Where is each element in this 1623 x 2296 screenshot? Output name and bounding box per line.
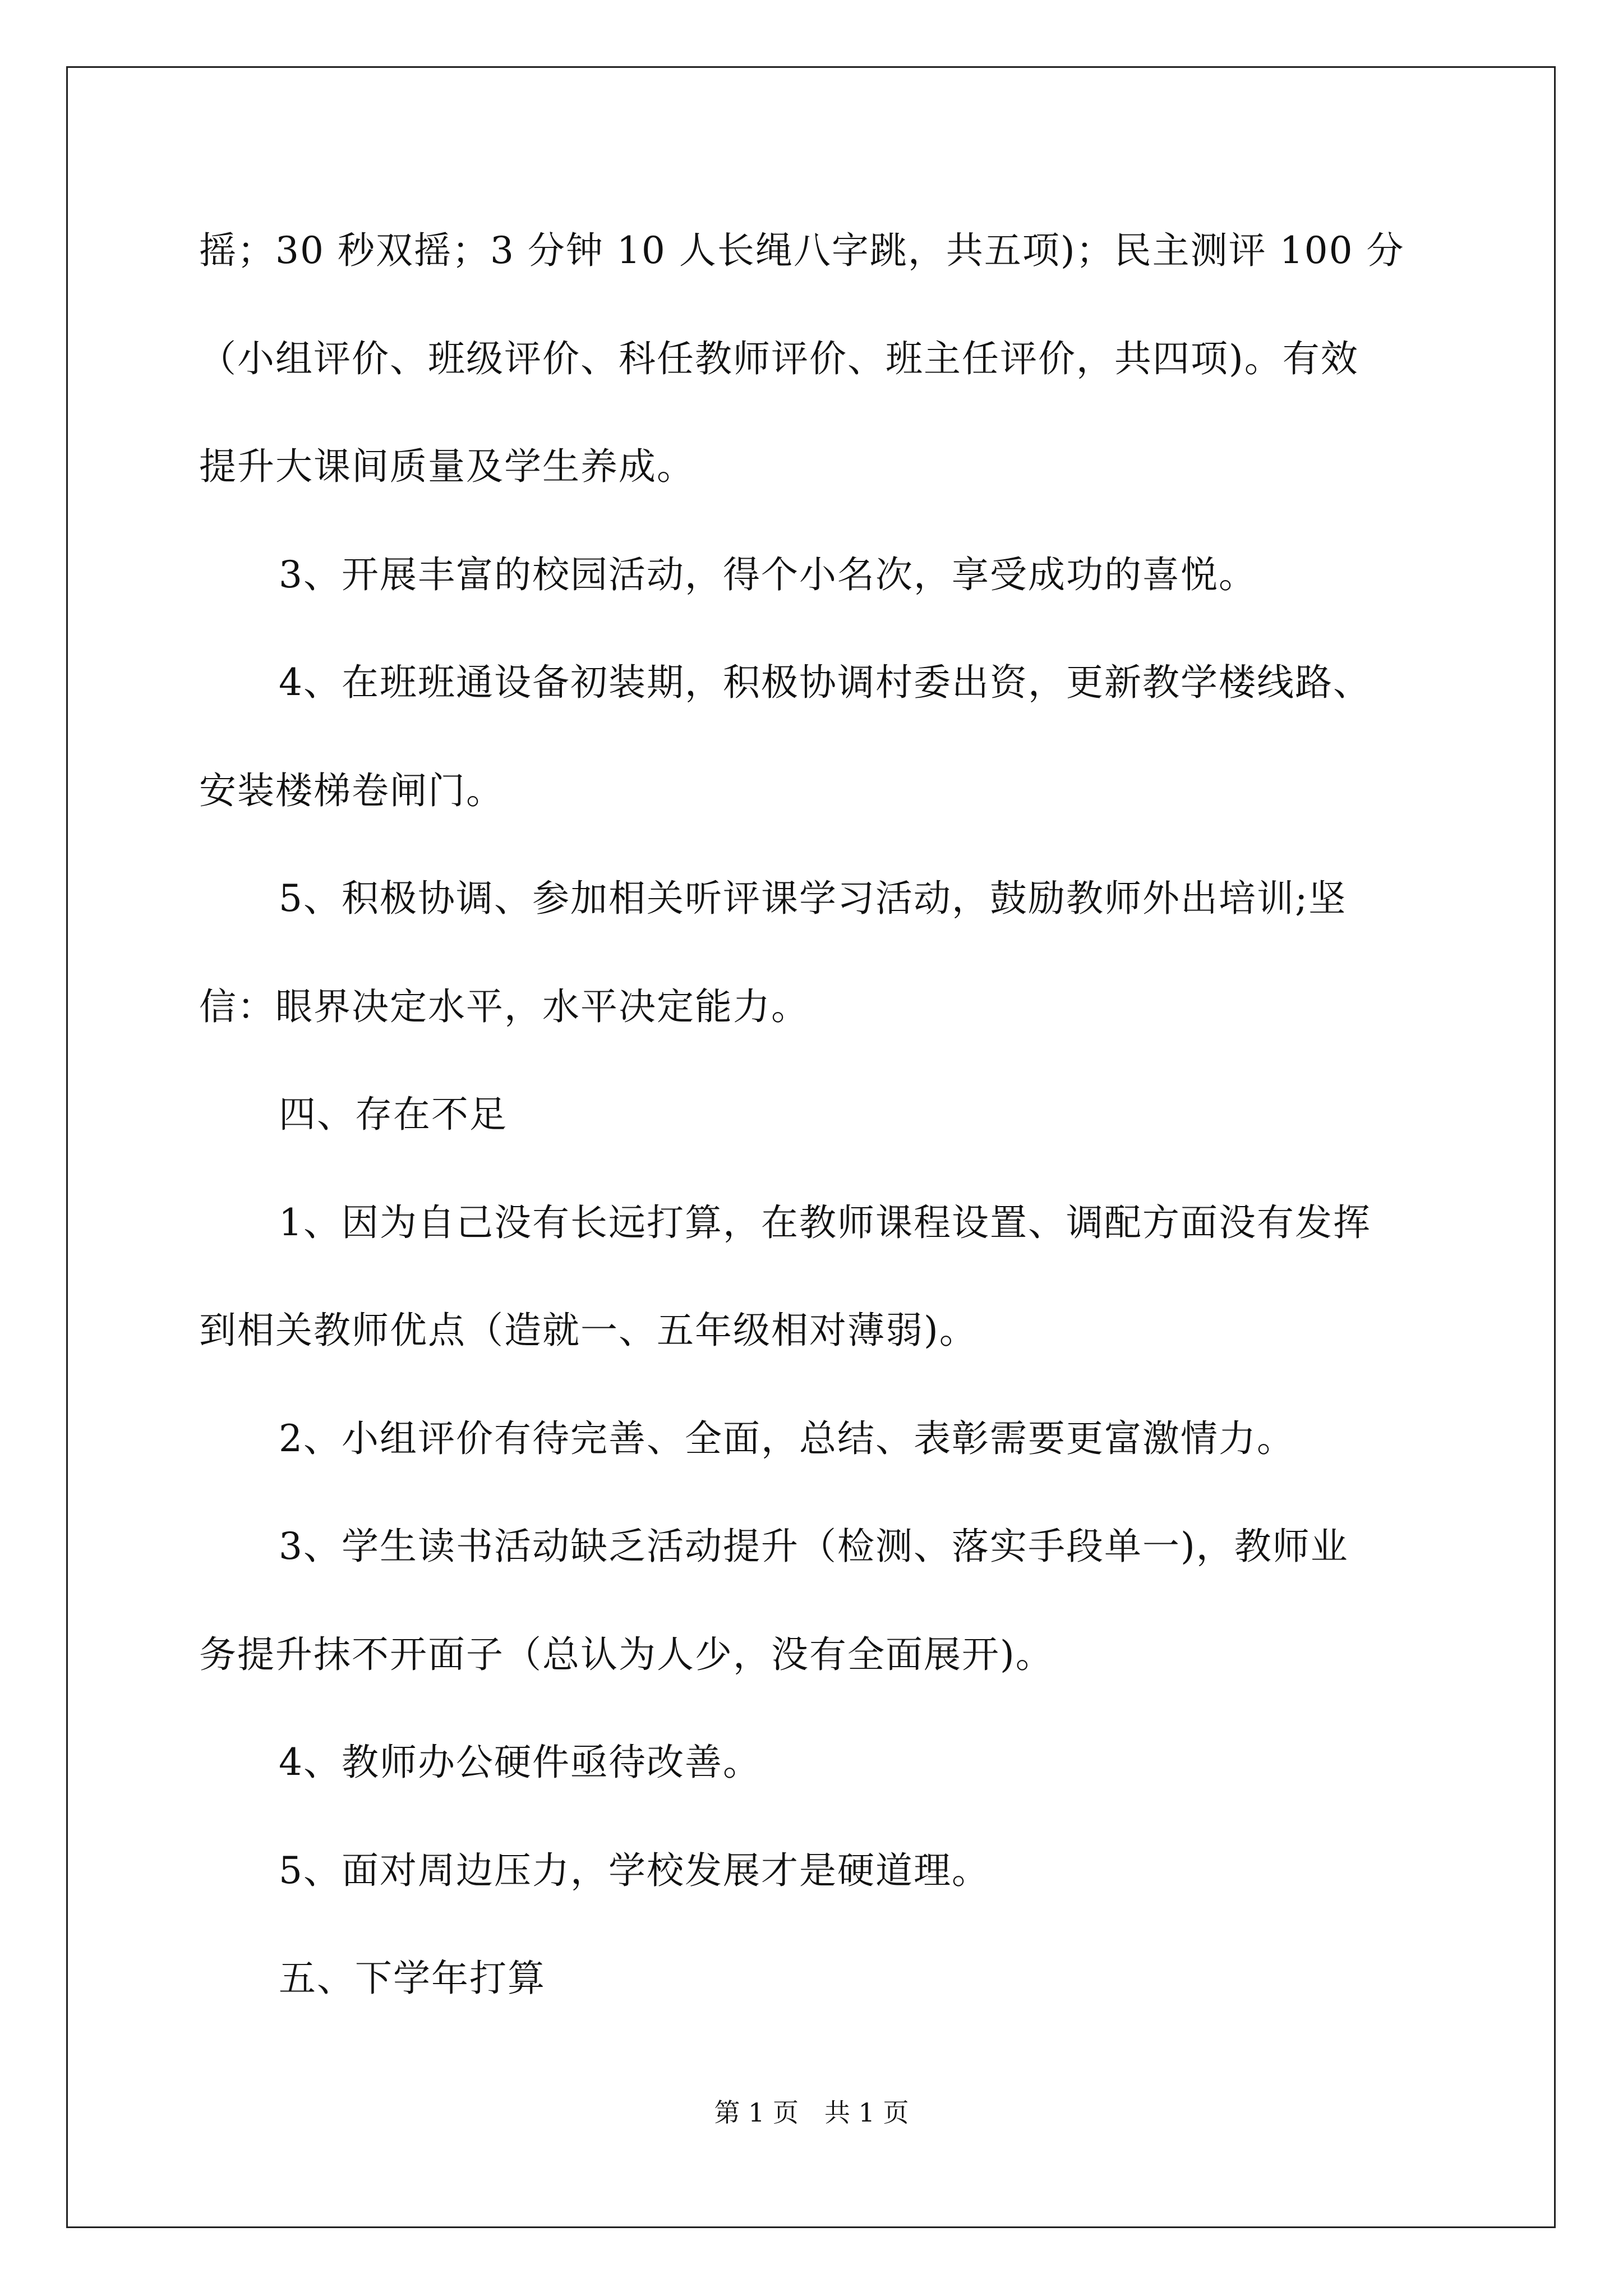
body-line-1: 摇；30 秒双摇；3 分钟 10 人长绳八字跳，共五项)；民主测评 100 分 [199, 229, 1405, 272]
page-border [66, 66, 1556, 2228]
body-line-14: 务提升抹不开面子（总认为人少，没有全面展开)。 [199, 1633, 1054, 1676]
body-line-8: 信：眼界决定水平，水平决定能力。 [199, 985, 809, 1028]
body-line-10: 1、因为自己没有长远打算，在教师课程设置、调配方面没有发挥 [279, 1201, 1371, 1244]
body-line-4: 3、开展丰富的校园活动，得个小名次，享受成功的喜悦。 [279, 553, 1257, 596]
body-line-6: 安装楼梯卷闸门。 [199, 769, 504, 812]
body-line-16: 5、面对周边压力，学校发展才是硬道理。 [279, 1849, 990, 1892]
body-line-13: 3、学生读书活动缺乏活动提升（检测、落实手段单一)，教师业 [279, 1525, 1349, 1568]
section-heading-deficiencies: 四、存在不足 [279, 1093, 508, 1136]
body-line-7: 5、积极协调、参加相关听评课学习活动，鼓励教师外出培训;坚 [279, 877, 1347, 920]
body-line-11: 到相关教师优点（造就一、五年级相对薄弱)。 [199, 1309, 978, 1352]
body-line-3: 提升大课间质量及学生养成。 [199, 445, 695, 488]
body-line-2: （小组评价、班级评价、科任教师评价、班主任评价，共四项)。有效 [199, 337, 1359, 380]
body-line-12: 2、小组评价有待完善、全面，总结、表彰需要更富激情力。 [279, 1417, 1295, 1460]
section-heading-next-year-plan: 五、下学年打算 [279, 1957, 546, 2000]
page-footer: 第 1 页 共 1 页 [714, 2097, 909, 2128]
body-line-15: 4、教师办公硬件亟待改善。 [279, 1741, 761, 1784]
body-line-5: 4、在班班通设备初装期，积极协调村委出资，更新教学楼线路、 [279, 661, 1371, 704]
